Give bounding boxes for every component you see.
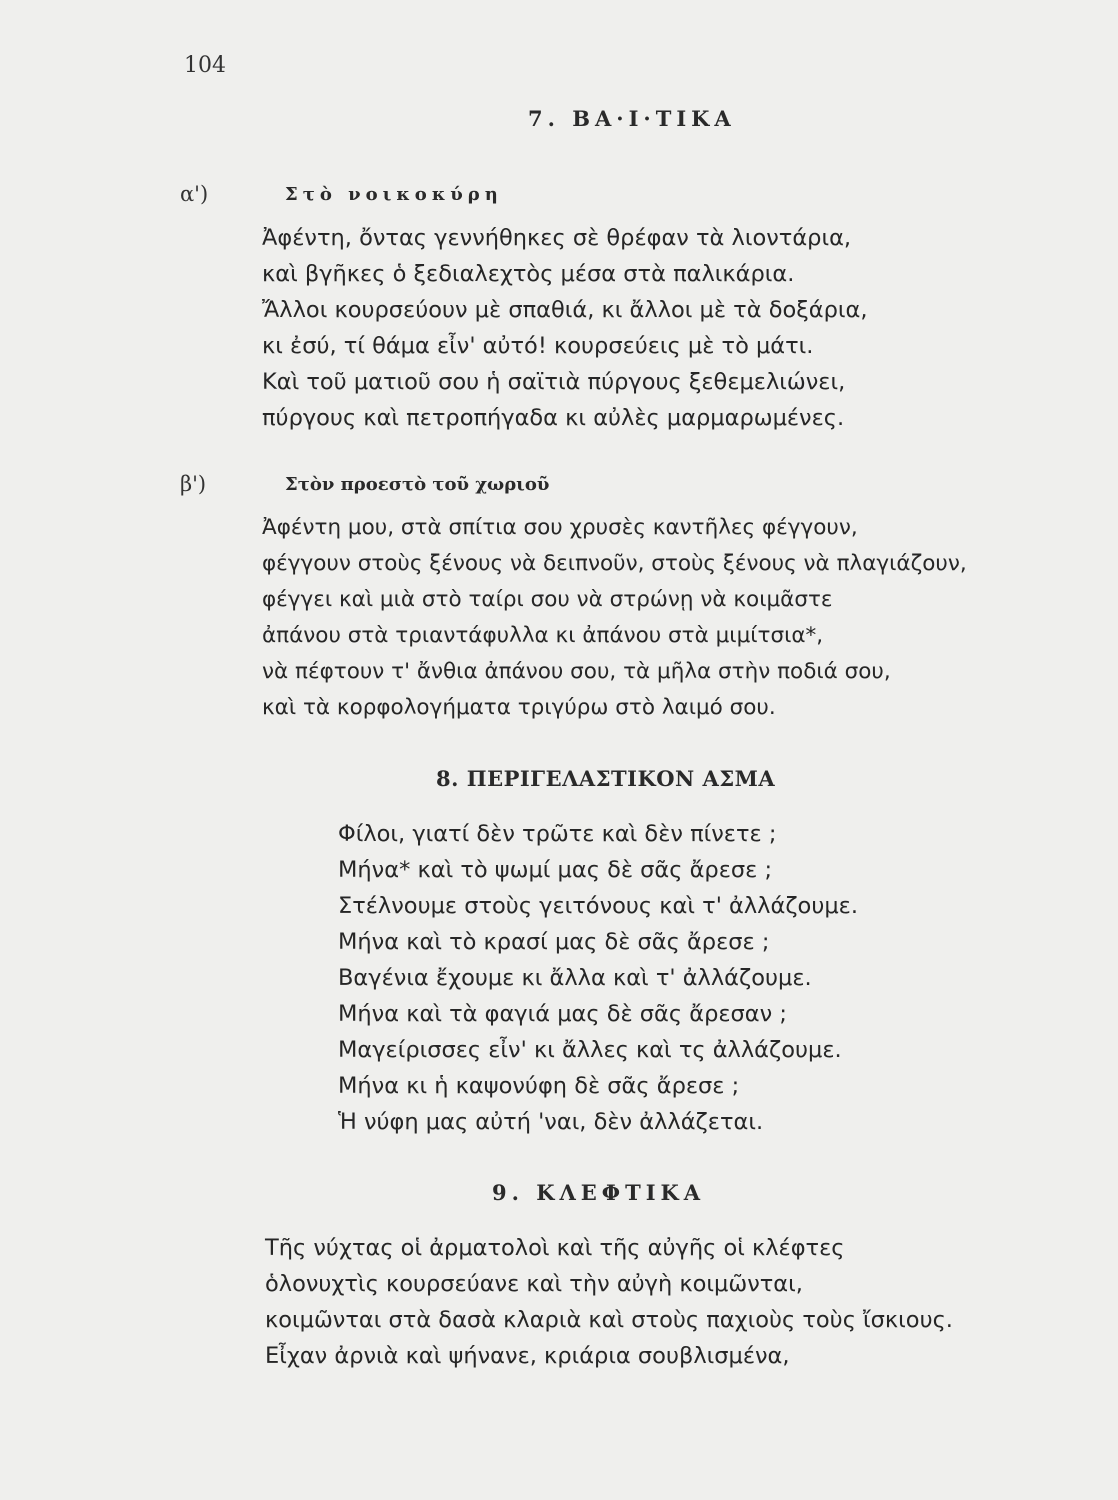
verse-line: Τῆς νύχτας οἱ ἀρματολοὶ καὶ τῆς αὐγῆς οἱ κλέφτες [265, 1235, 845, 1261]
verse-line: πύργους καὶ πετροπήγαδα κι αὐλὲς μαρμαρωμένες. [262, 405, 845, 431]
verse-line: καὶ τὰ κορφολογήματα τριγύρω στὸ λαιμό σου. [262, 695, 776, 720]
verse-line: Μήνα καὶ τὸ κρασί μας δὲ σᾶς ἄρεσε ; [338, 929, 770, 955]
verse-line: φέγγει καὶ μιὰ στὸ ταίρι σου νὰ στρώνῃ νὰ κοιμᾶστε [262, 587, 833, 612]
verse-line: κοιμῶνται στὰ δασὰ κλαριὰ καὶ στοὺς παχιοὺς τοὺς ἴσκιους. [265, 1307, 953, 1333]
verse-line: Καὶ τοῦ ματιοῦ σου ἡ σαϊτιὰ πύργους ξεθεμελιώνει, [262, 369, 846, 395]
section-8-verse [338, 816, 858, 1140]
verse-line: Ἀφέντη, ὄντας γεννήθηκες σὲ θρέφαν τὰ λιοντάρια, [262, 225, 852, 251]
verse-line: ἀπάνου στὰ τριαντάφυλλα κι ἀπάνου στὰ μιμίτσια*, [262, 623, 824, 648]
verse-line: Μήνα κι ἡ καψονύφη δὲ σᾶς ἄρεσε ; [338, 1073, 740, 1099]
section-9-verse [265, 1230, 953, 1374]
verse-line: Μήνα* καὶ τὸ ψωμί μας δὲ σᾶς ἄρεσε ; [338, 857, 773, 883]
verse-line: Μήνα καὶ τὰ φαγιά μας δὲ σᾶς ἄρεσαν ; [338, 1001, 787, 1027]
page-number: 104 [184, 53, 226, 78]
verse-line: ὁλονυχτὶς κουρσεύανε καὶ τὴν αὐγὴ κοιμῶνται, [265, 1271, 803, 1297]
song-a-marker: α') [180, 182, 209, 206]
verse-line: Στέλνουμε στοὺς γειτόνους καὶ τ' ἀλλάζουμε. [338, 893, 858, 919]
song-b-verse [262, 510, 967, 726]
section-9-heading: 9. ΚΛΕΦΤΙΚΑ [492, 1180, 706, 1205]
verse-line: Βαγένια ἔχουμε κι ἄλλα καὶ τ' ἀλλάζουμε. [338, 965, 812, 991]
verse-line: φέγγουν στοὺς ξένους νὰ δειπνοῦν, στοὺς ξένους νὰ πλαγιάζουν, [262, 551, 967, 576]
song-b-title: Στὸν προεστὸ τοῦ χωριοῦ [285, 474, 550, 495]
verse-line: Φίλοι, γιατί δὲν τρῶτε καὶ δὲν πίνετε ; [338, 821, 777, 847]
song-b-marker: β') [180, 472, 207, 496]
section-8-heading: 8. ΠΕΡΙΓΕΛΑΣΤΙΚΟΝ ΑΣΜΑ [436, 766, 776, 791]
verse-line: Μαγείρισσες εἶν' κι ἄλλες καὶ τς ἀλλάζουμε. [338, 1037, 842, 1063]
section-7-heading: 7. ΒΑ·Ι·ΤΙΚΑ [528, 106, 736, 131]
verse-line: Ἄλλοι κουρσεύουν μὲ σπαθιά, κι ἄλλοι μὲ τὰ δοξάρια, [262, 297, 868, 323]
song-a-verse [262, 220, 868, 436]
verse-line: καὶ βγῆκες ὁ ξεδιαλεχτὸς μέσα στὰ παλικάρια. [262, 261, 795, 287]
verse-line: Ἡ νύφη μας αὐτή 'ναι, δὲν ἀλλάζεται. [338, 1109, 764, 1135]
verse-line: Ἀφέντη μου, στὰ σπίτια σου χρυσὲς καντῆλες φέγγουν, [262, 515, 858, 540]
verse-line: νὰ πέφτουν τ' ἄνθια ἀπάνου σου, τὰ μῆλα στὴν ποδιά σου, [262, 659, 891, 684]
song-a-title: Στὸ νοικοκύρη [285, 184, 503, 205]
verse-line: κι ἐσύ, τί θάμα εἶν' αὐτό! κουρσεύεις μὲ τὸ μάτι. [262, 333, 814, 359]
verse-line: Εἶχαν ἀρνιὰ καὶ ψήνανε, κριάρια σουβλισμένα, [265, 1343, 790, 1369]
